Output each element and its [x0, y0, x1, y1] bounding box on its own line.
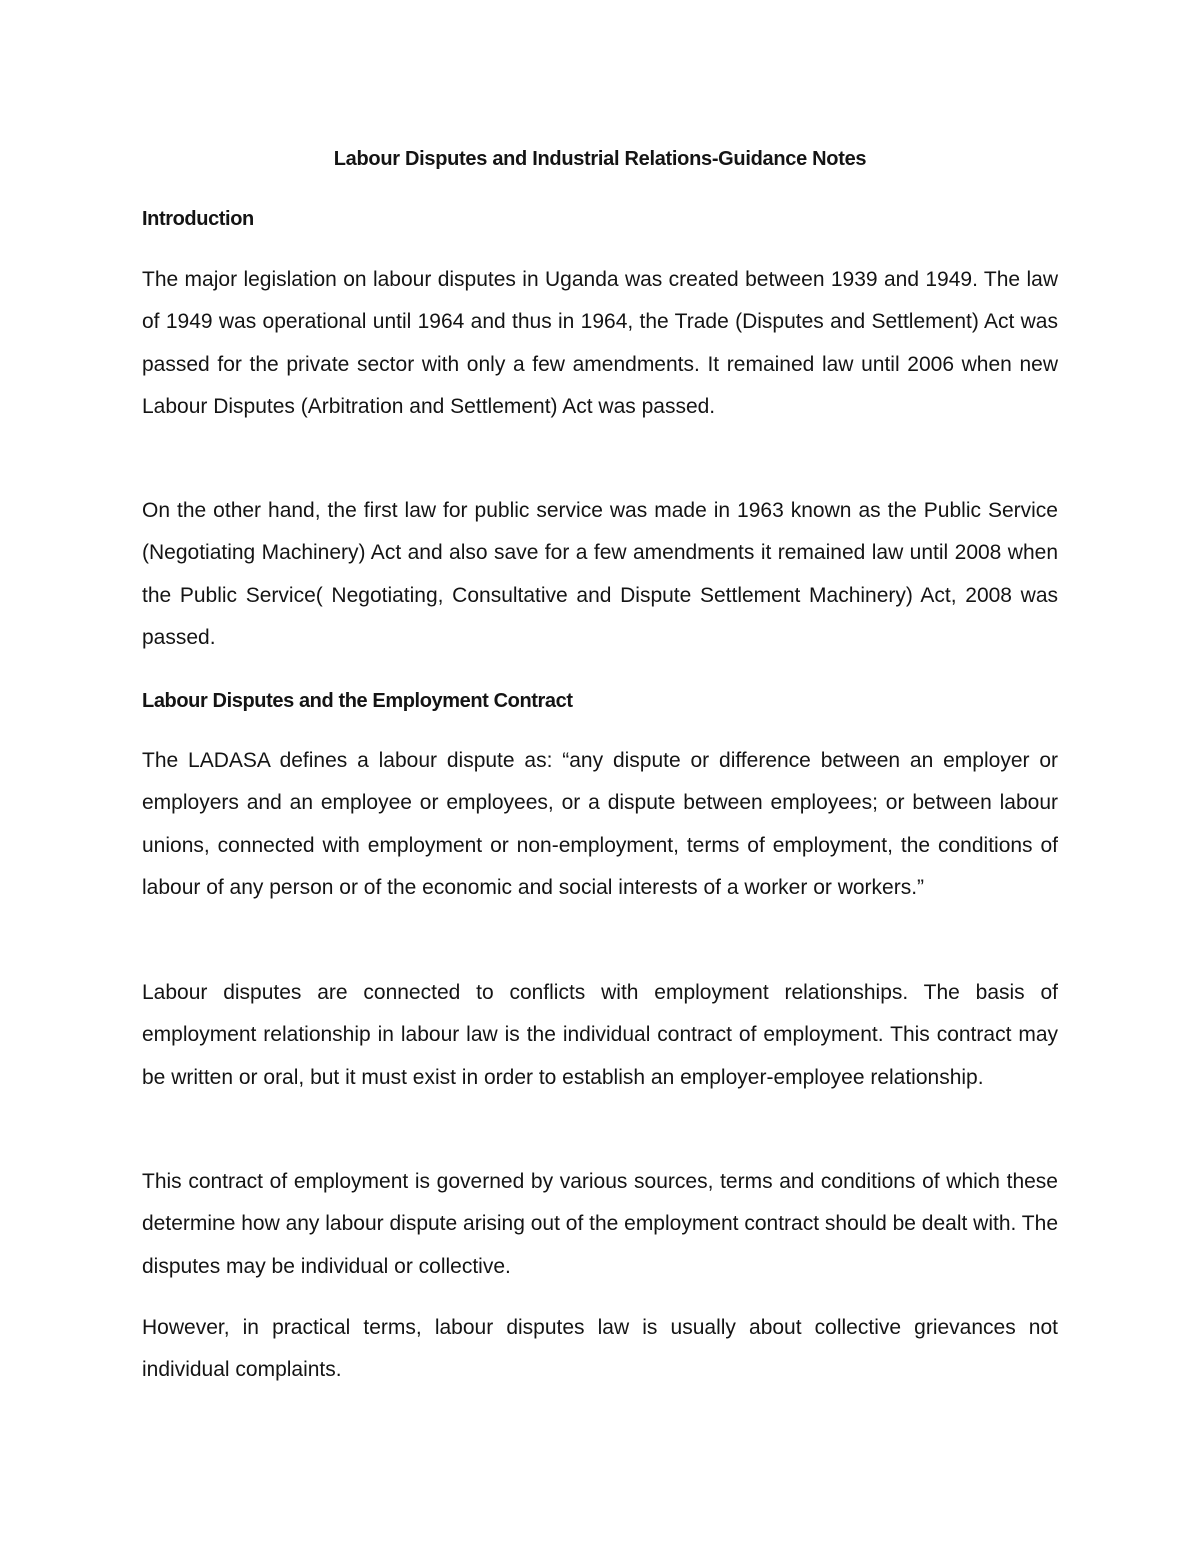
paragraph: Labour disputes are connected to conflicts with employment relationships. The basis of employment relationship in labour law is the individual contract of employment. This contract may be written or oral, but it must exist in order to establish an employer-employee relationship.	[142, 981, 1058, 1089]
paragraph: The major legislation on labour disputes in Uganda was created between 1939 and 1949. The law of 1949 was operational until 1964 and thus in 1964, the Trade (Disputes and Settlement) Act was passed for the private sector with only a few amendments. It remained law until 2006 when new Labour Disputes (Arbitration and Settlement) Act was passed.	[142, 268, 1058, 419]
paragraph: The LADASA defines a labour dispute as: “any dispute or difference between an employer or employers and an employee or employees, or a dispute between employees; or between labour unions, connected with employment or non-employment, terms of employment, the conditions of labour of any person or of the economic and social interests of a worker or workers.”	[142, 749, 1058, 900]
paragraph: However, in practical terms, labour disputes law is usually about collective grievances not individual complaints.	[142, 1316, 1058, 1382]
section-heading-employment-contract: Labour Disputes and the Employment Contract	[142, 690, 573, 712]
document-title: Labour Disputes and Industrial Relations-Guidance Notes	[333, 148, 867, 170]
paragraph: This contract of employment is governed by various sources, terms and conditions of which these determine how any labour dispute arising out of the employment contract should be dealt with. The disputes may be individual or collective.	[142, 1170, 1058, 1278]
paragraph: On the other hand, the first law for public service was made in 1963 known as the Public Service (Negotiating Machinery) Act and also save for a few amendments it remained law until 2008 when the Public Service( Negotiating, Consultative and Dispute Settlement Machinery) Act, 2008 was passed.	[142, 499, 1058, 650]
section-heading-introduction: Introduction	[142, 208, 254, 230]
